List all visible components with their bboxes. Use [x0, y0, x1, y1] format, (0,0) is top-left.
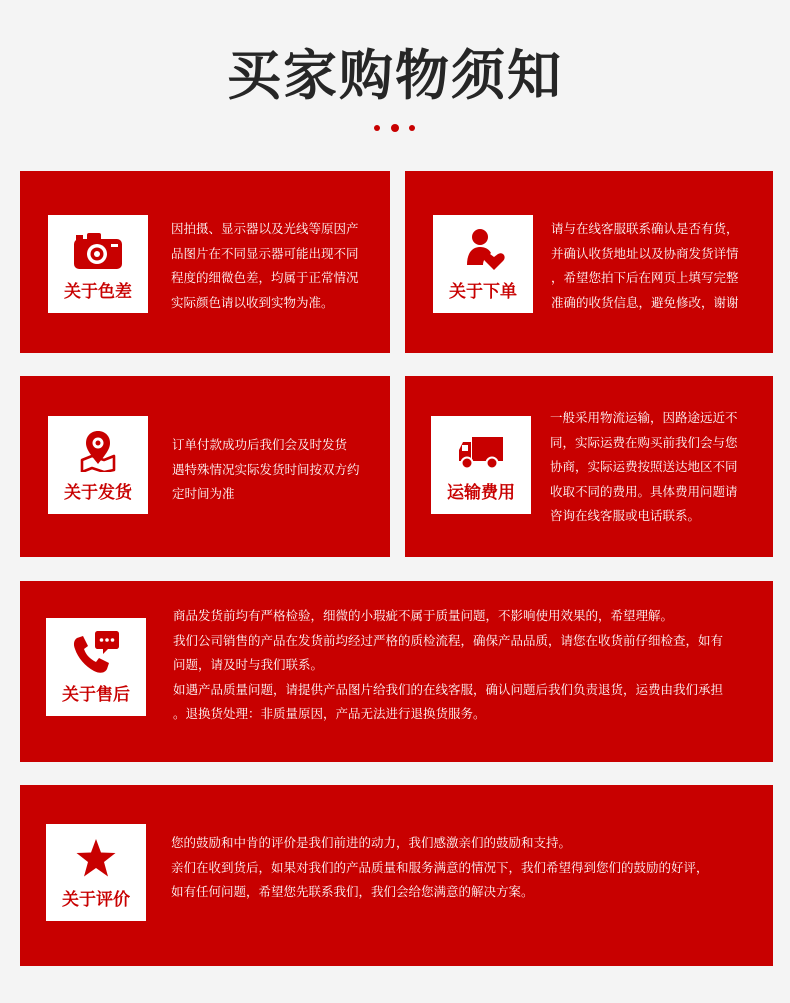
card-ordering: [405, 171, 773, 353]
card-label: 关于发货: [64, 483, 132, 503]
description-line: 请与在线客服联系确认是否有货，: [551, 221, 739, 236]
description-line: 实际颜色请以收到实物为准。: [171, 294, 334, 310]
description-line: 如有任何问题，希望您先联系我们，我们会给您满意的解决方案。: [171, 884, 534, 899]
description-line: 并确认收货地址以及协商发货详情: [551, 245, 739, 261]
card-label: 关于售后: [62, 685, 130, 705]
description-line: ，希望您拍下后在网页上填写完整: [551, 270, 739, 285]
description-line: 订单付款成功后我们会及时发货: [172, 437, 348, 452]
description-line: 我们公司销售的产品在发货前均经过严格的质检流程，确保产品品质，请您在收货前仔细检查，如有: [173, 632, 724, 648]
card-icon-box: [46, 618, 146, 716]
card-label: 关于评价: [62, 890, 130, 910]
divider-dot: [409, 125, 415, 131]
camera-icon: [72, 231, 124, 271]
description-line: 定时间为准: [172, 486, 235, 501]
location-pin-icon: [78, 430, 118, 472]
divider-dot: [374, 125, 380, 131]
card-icon-box: [48, 215, 148, 313]
card-description: [173, 604, 763, 727]
card-icon-box: [431, 416, 531, 514]
description-line: 您的鼓励和中肯的评价是我们前进的动力，我们感激亲们的鼓励和支持。: [171, 835, 572, 850]
description-line: 如遇产品质量问题，请提供产品图片给我们的在线客服，确认问题后我们负责退货，运费由我们承担: [173, 681, 724, 697]
card-shipping: [20, 376, 390, 557]
card-color-difference: [20, 171, 390, 353]
title-divider-dots: [374, 124, 418, 132]
truck-icon: [458, 436, 504, 470]
description-line: 协商，实际运费按照送达地区不同: [550, 459, 738, 474]
card-description: [550, 406, 763, 529]
card-description: [171, 831, 763, 905]
star-icon: [75, 838, 117, 878]
description-line: 程度的细微色差，均属于正常情况: [171, 270, 359, 285]
phone-chat-icon: [72, 630, 120, 676]
description-line: 亲们在收到货后，如果对我们的产品质量和服务满意的情况下，我们希望得到您们的鼓励的好评，: [171, 859, 709, 875]
card-icon-box: [48, 416, 148, 514]
description-line: 遇特殊情况实际发货时间按双方约: [172, 461, 360, 477]
description-line: 因拍摄、显示器以及光线等原因产: [171, 221, 359, 236]
divider-dot: [391, 124, 399, 132]
card-icon-box: [46, 824, 146, 921]
card-shipping-cost: [405, 376, 773, 557]
card-description: [171, 217, 376, 315]
card-after-sales: [20, 581, 773, 762]
card-icon-box: [433, 215, 533, 313]
description-line: 问题，请及时与我们联系。: [173, 657, 324, 672]
card-reviews: [20, 785, 773, 966]
description-line: 同，实际运费在购买前我们会与您: [550, 434, 738, 450]
user-heart-icon: [465, 227, 505, 271]
page-title: 买家购物须知: [227, 44, 563, 107]
description-line: 收取不同的费用。具体费用问题请: [550, 483, 738, 499]
card-description: [551, 217, 763, 315]
card-label: 运输费用: [447, 483, 515, 503]
card-label: 关于色差: [64, 282, 132, 302]
description-line: 准确的收货信息，避免修改，谢谢: [551, 294, 739, 310]
description-line: 咨询在线客服或电话联系。: [550, 508, 701, 523]
description-line: 商品发货前均有严格检验，细微的小瑕疵不属于质量问题，不影响使用效果的，希望理解。: [173, 608, 674, 623]
description-line: 一般采用物流运输，因路途远近不: [550, 410, 738, 425]
description-line: 。退换货处理：非质量原因，产品无法进行退换货服务。: [173, 706, 486, 721]
card-description: [172, 433, 377, 507]
description-line: 品图片在不同显示器可能出现不同: [171, 245, 359, 261]
card-label: 关于下单: [449, 282, 517, 302]
